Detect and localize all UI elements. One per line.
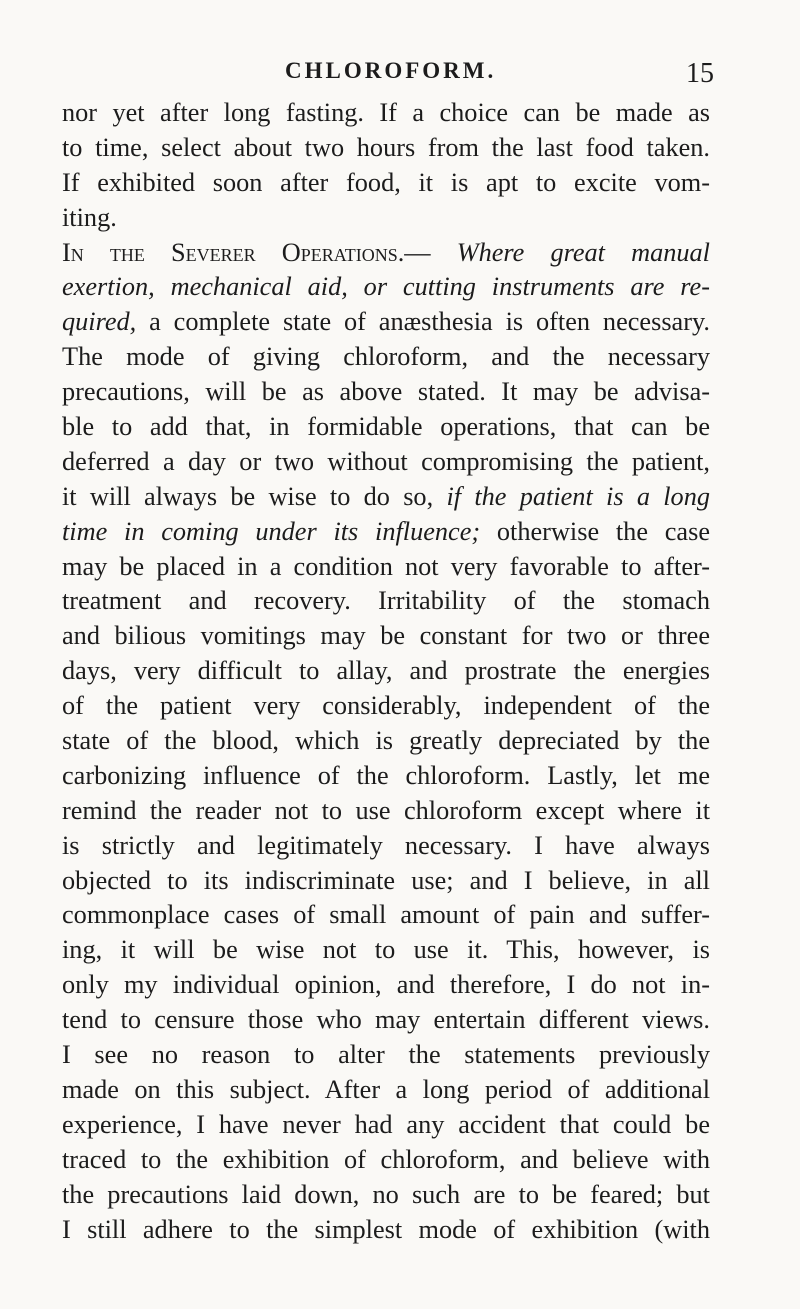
text-line: nor yet after long fasting. If a choice can be made as [62, 98, 710, 127]
text-line: traced to the exhibition of chloroform, and believe with [62, 1144, 710, 1174]
text-line: The mode of giving chloroform, and the necessary [62, 342, 710, 372]
section-heading: In the Severer Operations.— [62, 237, 457, 267]
text-line: only my individual opinion, and therefore, I do not in- [62, 970, 710, 1000]
text-line: to time, select about two hours from the last food taken. [62, 132, 710, 162]
text-line: remind the reader not to use chloroform except where it [62, 795, 710, 825]
text-line: time in coming under its influence; otherwise the case [62, 516, 710, 546]
text-line: deferred a day or two without compromising the patient, [62, 446, 710, 476]
text-line: treatment and recovery. Irritability of the stomach [62, 586, 710, 616]
section-heading-line: In the Severer Operations.— Where great manual [62, 237, 710, 267]
text-line: ble to add that, in formidable operations, that can be [62, 412, 710, 442]
text-line: is strictly and legitimately necessary. I have always [62, 830, 710, 860]
text-line: If exhibited soon after food, it is apt to excite vom- [62, 167, 710, 197]
text-line: commonplace cases of small amount of pain and suffer- [62, 900, 710, 930]
text-line: experience, I have never had any accident that could be [62, 1109, 710, 1139]
text-line: may be placed in a condition not very favorable to after- [62, 551, 710, 581]
text-line: precautions, will be as above stated. It may be advisa- [62, 377, 710, 407]
text-line: made on this subject. After a long period of additional [62, 1074, 710, 1104]
text-line: quired, a complete state of anæsthesia is often necessary. [62, 307, 710, 337]
running-head [0, 58, 800, 88]
text-line: days, very difficult to allay, and prostrate the energies [62, 656, 710, 686]
text-line: and bilious vomitings may be constant for two or three [62, 621, 710, 651]
body-text [62, 96, 710, 1247]
text-line: state of the blood, which is greatly depreciated by the [62, 726, 710, 756]
text-line: it will always be wise to do so, if the patient is a long [62, 481, 710, 511]
text-line: ing, it will be wise not to use it. This, however, is [62, 935, 710, 965]
text-line: iting. [62, 202, 117, 232]
text-line: I see no reason to alter the statements previously [62, 1040, 710, 1070]
text-line: tend to censure those who may entertain different views. [62, 1005, 710, 1035]
text-line: carbonizing influence of the chloroform. Lastly, let me [62, 760, 710, 790]
text-line: exertion, mechanical aid, or cutting instruments are re- [62, 272, 710, 302]
text-line: I still adhere to the simplest mode of exhibition (with [62, 1214, 710, 1244]
page-number: 15 [686, 58, 714, 89]
text-line: of the patient very considerably, independent of the [62, 691, 710, 721]
running-title: CHLOROFORM. [285, 58, 497, 83]
text-line: the precautions laid down, no such are to be feared; but [62, 1179, 710, 1209]
text-line: objected to its indiscriminate use; and I believe, in all [62, 865, 710, 895]
